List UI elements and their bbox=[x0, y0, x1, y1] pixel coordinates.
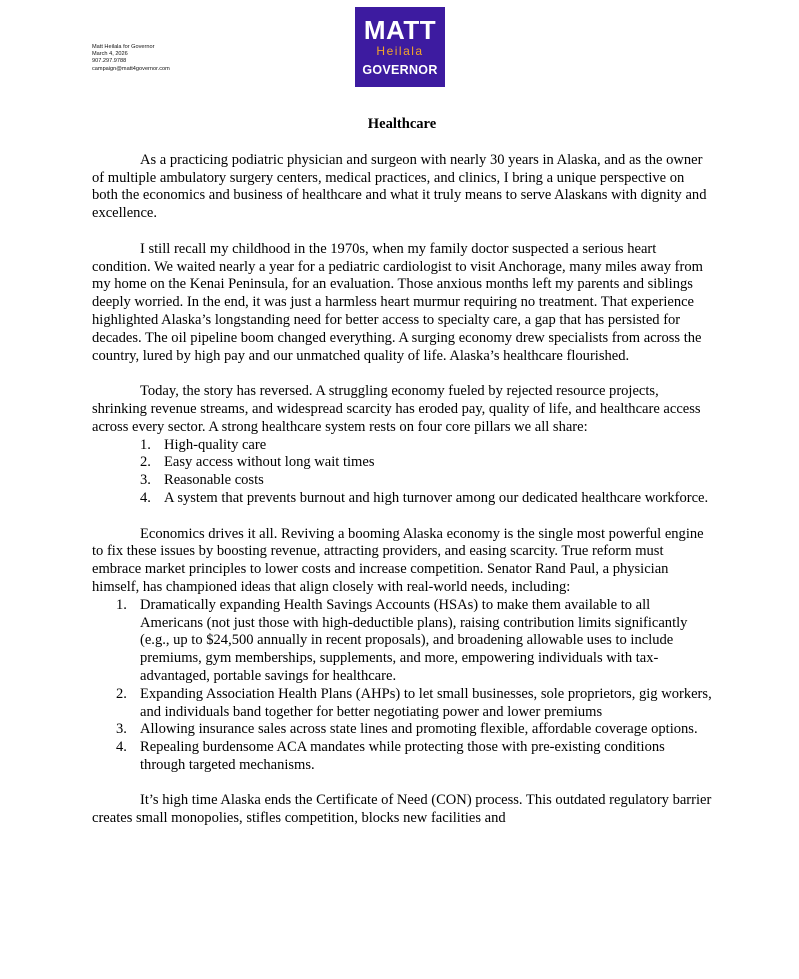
logo-line-governor: GOVERNOR bbox=[362, 63, 438, 77]
list-item: 2. Easy access without long wait times bbox=[140, 454, 375, 471]
campaign-logo bbox=[355, 7, 445, 87]
logo-line-matt: MATT bbox=[363, 15, 437, 45]
list-item: 4. A system that prevents burnout and high turnover among our dedicated healthcare workforce. bbox=[140, 489, 709, 506]
sender-block bbox=[92, 44, 170, 73]
proposals-list bbox=[92, 597, 712, 775]
paragraph-intro: As a practicing podiatric physician and surgeon with nearly 30 years in Alaska, and as the owner of multiple ambulatory surgery centers, medical practices, and clinics, I bring a unique perspective on both the economics and business of healthcare and what it truly means to serve Alaskans with dignity and excellence. bbox=[92, 151, 707, 222]
list-item: 4. Repealing burdensome ACA mandates while protecting those with pre-existing conditions through targeted mechanisms. bbox=[116, 739, 665, 773]
pillars-list bbox=[92, 437, 712, 508]
list-item: 1. High-quality care bbox=[140, 436, 267, 453]
sender-email: campaign@matt4governor.com bbox=[92, 65, 170, 72]
document-title: Healthcare bbox=[367, 116, 437, 132]
document-body bbox=[92, 116, 712, 846]
list-item: 1. Dramatically expanding Health Savings Accounts (HSAs) to make them available to all Americans (not just those with high-deductible plans), raising contribution limits significantly (e.g., up to $24,500 annually in recent proposals), and broadening allowable uses to include premiums, gym memberships, supplements, and more, empowering individuals with tax-advantaged, portable savings for healthcare. bbox=[116, 596, 688, 684]
list-item: 3. Reasonable costs bbox=[140, 472, 264, 489]
sender-date: March 4, 2026 bbox=[92, 51, 128, 58]
list-item: 2. Expanding Association Health Plans (AHPs) to let small businesses, sole proprietors, gig workers, and individuals band together for better negotiating power and lower premiums bbox=[116, 685, 712, 720]
paragraph-childhood: I still recall my childhood in the 1970s, when my family doctor suspected a serious heart condition. We waited nearly a year for a pediatric cardiologist to visit Anchorage, many miles away from my home on the Kenai Peninsula, for an evaluation. Those anxious months left my parents and siblings deeply worried. In the end, it was just a harmless heart murmur requiring no treatment. That experience highlighted Alaska’s longstanding need for better access to specialty care, a gap that has persisted for decades. The oil pipeline boom changed everything. A surging economy drew specialists from across the country, lured by high pay and our unmatched quality of life. Alaska’s healthcare flourished. bbox=[92, 240, 703, 364]
paragraph-today: Today, the story has reversed. A struggling economy fueled by rejected resource projects, shrinking revenue streams, and widespread scarcity has eroded pay, quality of life, and healthcare access across every sector. A strong healthcare system rests on four core pillars we all share: bbox=[92, 383, 701, 435]
paragraph-con: It’s high time Alaska ends the Certificate of Need (CON) process. This outdated regulatory barrier creates small monopolies, stifles competition, blocks new facilities and bbox=[92, 792, 712, 827]
logo-line-heilala: Heilala bbox=[376, 44, 424, 58]
sender-name: Matt Heilala for Governor bbox=[92, 44, 155, 50]
paragraph-economics: Economics drives it all. Reviving a booming Alaska economy is the single most powerful engine to fix these issues by boosting revenue, attracting providers, and easing scarcity. True reform must embrace market principles to lower costs and increase competition. Senator Rand Paul, a physician himself, has championed ideas that align closely with real-world needs, including: bbox=[92, 525, 704, 595]
list-item: 3. Allowing insurance sales across state lines and promoting flexible, affordable coverage options. bbox=[116, 721, 698, 738]
sender-phone: 907.297.9788 bbox=[92, 58, 127, 65]
